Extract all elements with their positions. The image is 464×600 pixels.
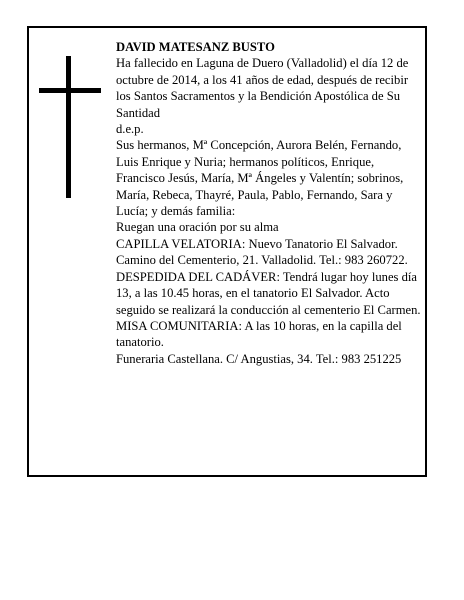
cross-horizontal-bar [39,88,101,93]
deceased-name: DAVID MATESANZ BUSTO [116,40,275,54]
funeral-home-info: Funeraria Castellana. C/ Angustias, 34. Tel.: 983 251225 [116,351,402,366]
mass-info: MISA COMUNITARIA: A las 10 horas, en la capilla del tanatorio. [116,318,402,350]
obituary-notice [27,26,427,477]
prayer-request: Ruegan una oración por su alma [116,220,279,235]
cross-vertical-bar [66,56,71,198]
rip-abbreviation: d.e.p. [116,122,144,137]
obituary-text [116,39,421,367]
cross-icon [39,56,101,198]
death-announcement: Ha fallecido en Laguna de Duero (Valladolid) el día 12 de octubre de 2014, a los 41 años de edad, después de recibir los Santos Sacramentos y la Bendición Apostólica de Su Santidad [116,56,409,120]
farewell-info: DESPEDIDA DEL CADÁVER: Tendrá lugar hoy lunes día 13, a las 10.45 horas, en el tanatorio El Salvador. Acto seguido se realizará la conducción al cementerio El Carmen. [116,269,421,317]
chapel-info: CAPILLA VELATORIA: Nuevo Tanatorio El Salvador. Camino del Cementerio, 21. Valladolid. Tel.: 983 260722. [116,236,408,268]
family-list: Sus hermanos, Mª Concepción, Aurora Belén, Fernando, Luis Enrique y Nuria; hermanos políticos, Enrique, Francisco Jesús, María, Mª Ángeles y Valentín; sobrinos, María, Rebeca, Thayré, Paula, Pablo, Fernando, Sara y Lucía; y demás familia: [116,138,404,219]
